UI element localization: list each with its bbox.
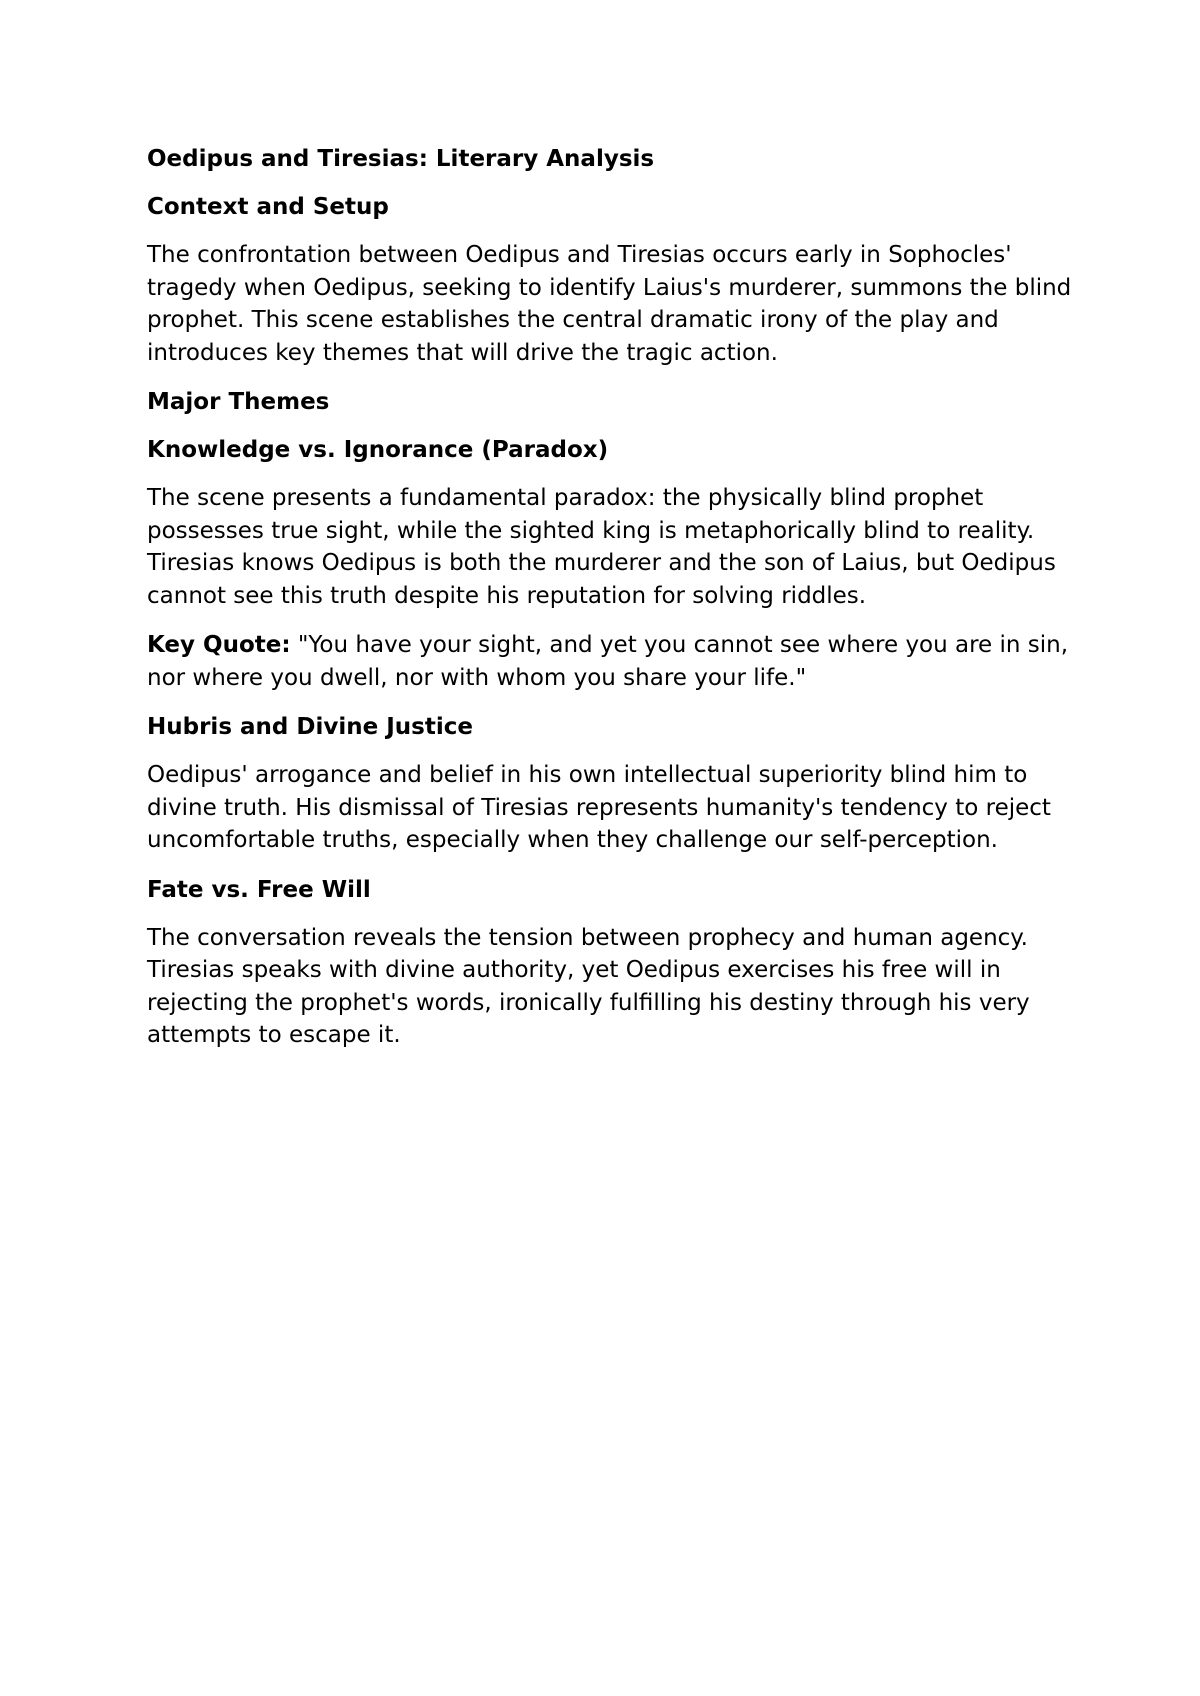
paragraph-context: The confrontation between Oedipus and Tiresias occurs early in Sophocles' tragedy when Oedipus, seeking to identify Laius's murderer, summons the blind prophet. This scene establishes the central dramatic irony of the play and introduces key themes that will drive the tragic action. (147, 242, 1072, 366)
key-quote (147, 629, 1077, 694)
section-heading-major-themes: Major Themes (147, 389, 330, 415)
document-body (147, 143, 1077, 1069)
section-heading-knowledge: Knowledge vs. Ignorance (Paradox) (147, 437, 609, 463)
key-quote-label: Key Quote: (147, 632, 291, 658)
section-heading-fate: Fate vs. Free Will (147, 876, 371, 903)
document-title: Oedipus and Tiresias: Literary Analysis (147, 146, 655, 172)
section-heading-context: Context and Setup (147, 194, 389, 220)
paragraph-fate: The conversation reveals the tension between prophecy and human agency. Tiresias speaks with divine authority, yet Oedipus exercises his free will in rejecting the prophet's words, ironically fulfilling his destiny through his very attempts to escape it. (147, 924, 1030, 1048)
paragraph-knowledge: The scene presents a fundamental paradox: the physically blind prophet possesses true sight, while the sighted king is metaphorically blind to reality. Tiresias knows Oedipus is both the murderer and the son of Laius, but Oedipus cannot see this truth despite his reputation for solving riddles. (147, 485, 1056, 609)
paragraph-hubris: Oedipus' arrogance and belief in his own intellectual superiority blind him to divine truth. His dismissal of Tiresias represents humanity's tendency to reject uncomfortable truths, especially when they challenge our self-perception. (147, 762, 1051, 853)
section-heading-hubris: Hubris and Divine Justice (147, 714, 473, 740)
key-quote-text: "You have your sight, and yet you cannot see where you are in sin, nor where you dwell, nor with whom you share your life." (147, 632, 1069, 691)
